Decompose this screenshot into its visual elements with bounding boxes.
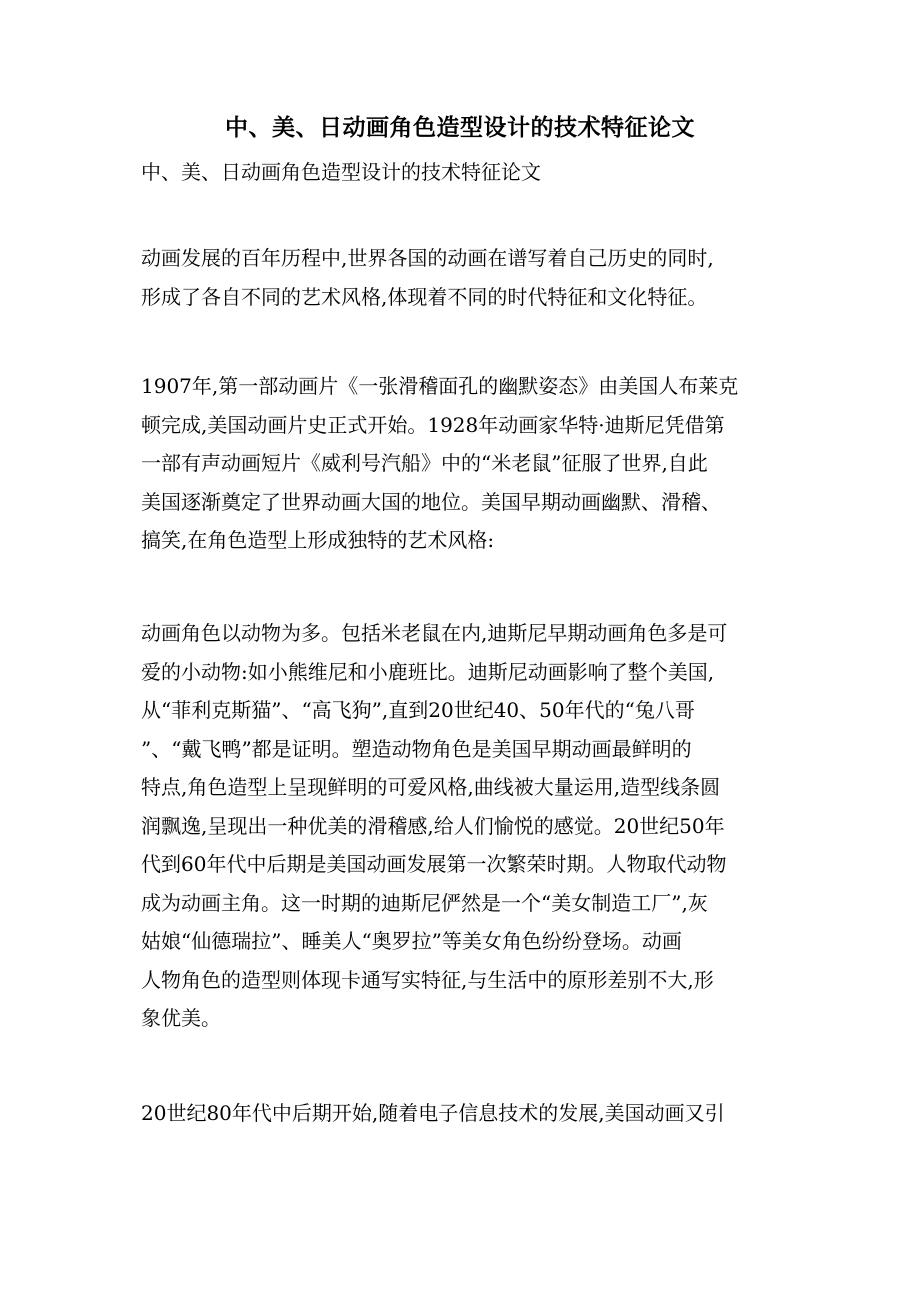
- text-line: 代到60年代中后期是美国动画发展第一次繁荣时期。人物取代动物: [141, 852, 727, 876]
- text-line: 象优美。: [141, 1006, 221, 1030]
- paragraph-intro: [141, 239, 781, 316]
- text-line: 形成了各自不同的艺术风格,体现着不同的时代特征和文化特征。: [141, 284, 708, 309]
- text-line: ”、“戴飞鸭”都是证明。塑造动物角色是美国早期动画最鲜明的: [141, 736, 692, 761]
- text-line: 成为动画主角。这一时期的迪斯尼俨然是一个“美女制造工厂”,灰: [141, 890, 708, 915]
- paragraph-1980s: [141, 1094, 781, 1133]
- text-line: 1907年,第一部动画片《一张滑稽面孔的幽默姿态》由美国人布莱克: [141, 374, 739, 398]
- text-line: 动画角色以动物为多。包括米老鼠在内,迪斯尼早期动画角色多是可: [141, 621, 728, 645]
- text-line: 人物角色的造型则体现卡通写实特征,与生活中的原形差别不大,形: [141, 967, 714, 992]
- text-line: 姑娘“仙德瑞拉”、睡美人“奥罗拉”等美女角色纷纷登场。动画: [141, 929, 682, 953]
- text-line: 爱的小动物:如小熊维尼和小鹿班比。迪斯尼动画影响了整个美国,: [141, 659, 715, 684]
- paragraph-animal-characters: [141, 614, 781, 1038]
- text-line: 美国逐渐奠定了世界动画大国的地位。美国早期动画幽默、滑稽、: [141, 489, 721, 514]
- text-line: 动画发展的百年历程中,世界各国的动画在谱写着自己历史的同时,: [141, 246, 714, 270]
- paragraph-us-history: [141, 367, 781, 560]
- document-subtitle: 中、美、日动画角色造型设计的技术特征论文: [141, 160, 541, 184]
- text-line: 顿完成,美国动画片史正式开始。1928年动画家华特·迪斯尼凭借第: [141, 412, 725, 437]
- document-title: 中、美、日动画角色造型设计的技术特征论文: [225, 114, 695, 141]
- text-line: 20世纪80年代中后期开始,随着电子信息技术的发展,美国动画又引: [141, 1101, 725, 1125]
- text-line: 润飘逸,呈现出一种优美的滑稽感,给人们愉悦的感觉。20世纪50年: [141, 813, 725, 838]
- text-line: 特点,角色造型上呈现鲜明的可爱风格,曲线被大量运用,造型线条圆: [141, 775, 721, 799]
- text-line: 从“菲利克斯猫”、“高飞狗”,直到20世纪40、50年代的“兔八哥: [141, 698, 695, 722]
- text-line: 搞笑,在角色造型上形成独特的艺术风格:: [141, 528, 495, 552]
- text-line: 一部有声动画短片《威利号汽船》中的“米老鼠”征服了世界,自此: [141, 451, 708, 475]
